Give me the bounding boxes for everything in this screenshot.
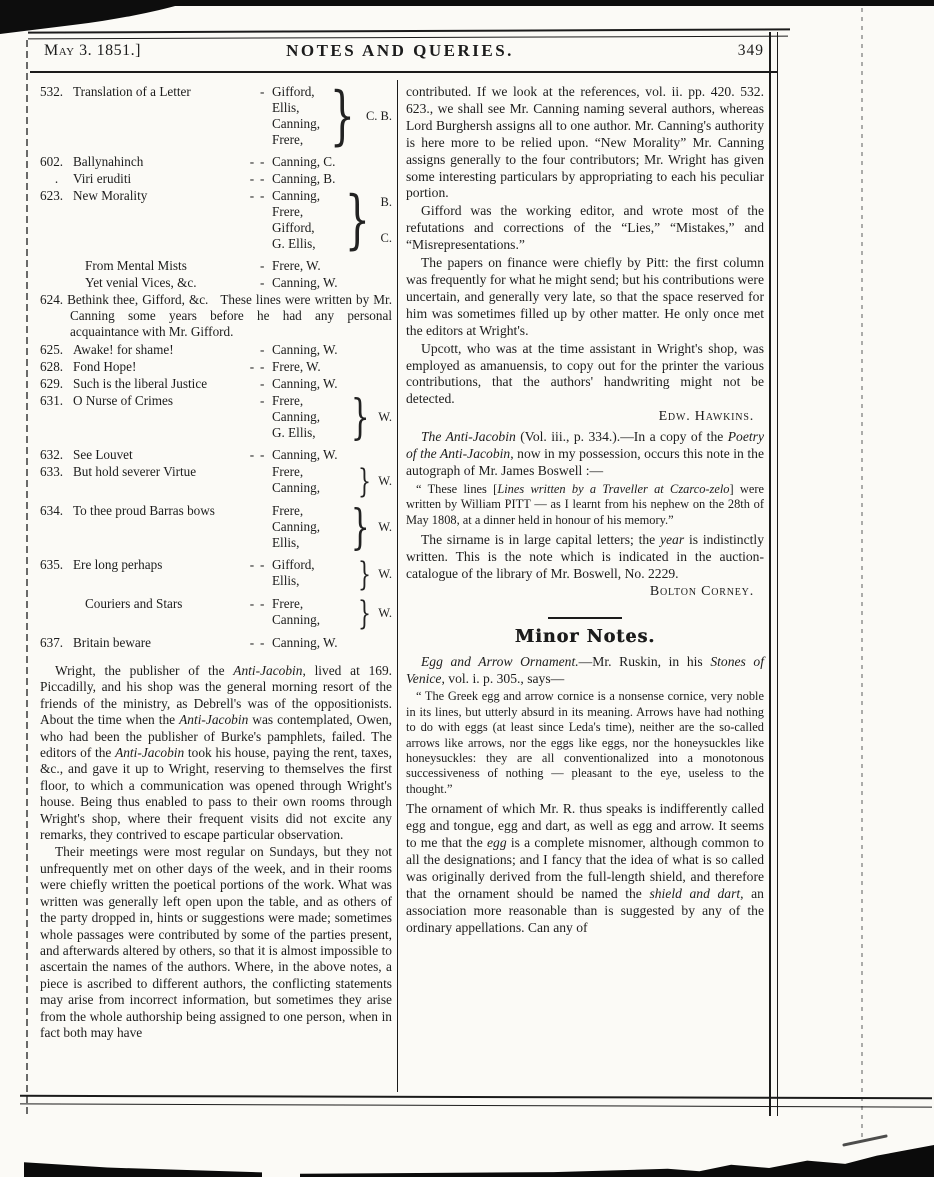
entry-title: Yet venial Vices, &c. <box>85 275 197 290</box>
entry-number: 635. <box>40 557 64 572</box>
leader-dash: - <box>260 275 265 290</box>
author-name: Ellis, <box>272 100 300 115</box>
signature-bolton-corney: Bolton Corney. <box>649 583 754 599</box>
entry-attribution <box>260 359 392 375</box>
entry-names <box>272 84 322 148</box>
author-name: Canning, <box>272 612 320 627</box>
leader-dash: - <box>249 171 255 186</box>
entry-names <box>272 557 354 590</box>
paragraph-anti-jacobin-note: The Anti-Jacobin (Vol. iii., p. 334.).—In a copy of the Poetry of the Anti-Jacobin, now in my possession, occurs this note in the autograph of Mr. James Boswell :— <box>406 429 764 478</box>
attribution-text: Canning, C. <box>272 154 336 169</box>
list-item <box>40 79 392 153</box>
leader-dash: - <box>260 84 265 99</box>
paragraph-contributed: contributed. If we look at the references, vol. ii. pp. 420. 532. 623., we shall see Mr. Canning naming several authors, whereas Lord Burghersh assigns all to one author. Mr. Canning's authority is here more to be relied upon. “New Morality” Mr. Canning assigns generally to the four contributors; Mr. Wright has given some interesting particulars by appropriating to each his peculiar portion. <box>406 84 764 201</box>
scan-bottom-left-shadow <box>24 1156 262 1177</box>
section-heading-minor-notes: Minor Notes. <box>514 626 656 647</box>
brace-glyph: } <box>358 461 372 500</box>
leader-dash: - <box>260 393 265 408</box>
column-divider-rule <box>397 80 398 1092</box>
entry-title: Viri eruditi <box>73 171 132 186</box>
author-name: Ellis, <box>272 535 300 550</box>
attribution-text: Canning, W. <box>272 376 338 391</box>
leader-dash: - <box>260 376 265 391</box>
paragraph-meetings: Their meetings were most regular on Sundays, but they not unfrequently met on other days of the week, and in their rooms were chiefly written the poetical portions of the work. What was written was generally left open upon the table, and as others of the party dropped in, hints or suggestions were made; sometimes whole passages were contributed by some of the parties present, and afterwards altered by others, so that it is almost impossible to ascertain the names of the authors. Where, in the above notes, a piece is ascribed to different authors, the conflicting statements may arise from incorrect information, but sometimes they arise from the whole authorship being assigned to one person, when in fact both may have <box>40 844 392 1040</box>
leader-dash: - <box>260 596 265 611</box>
leader-dash: - <box>249 557 255 572</box>
brace-glyph: } <box>358 593 372 632</box>
entry-title: To thee proud Barras bows <box>73 503 215 518</box>
page-number: 349 <box>737 42 764 59</box>
leader-dash: - <box>249 596 255 611</box>
quote-ruskin: “ The Greek egg and arrow cornice is a nonsense cornice, very noble in its lines, but utterly absurd in its meaning. Arrows have had nothing to do with eggs (at least since Leda's time), neither are the so-called arrows like arrows, nor the eggs like eggs, nor the honeysuckles like honeysuckles: they are all conventionalized into a monotonous successiveness of nothing — pleasant to the eye, useless to the thought.” <box>406 689 764 796</box>
attribution-text: Frere, W. <box>272 359 321 374</box>
list-item <box>40 389 392 445</box>
entry-attribution <box>260 275 392 291</box>
right-column <box>406 84 764 938</box>
entry-attribution <box>260 593 392 632</box>
author-name: Canning, <box>272 480 320 495</box>
entry-attribution <box>260 554 392 593</box>
entry-label: B. C. <box>380 195 392 245</box>
leader-dash: - <box>249 635 255 650</box>
list-item <box>40 258 392 274</box>
entry-attribution <box>260 183 392 257</box>
leader-dash: - <box>260 154 265 169</box>
list-item <box>40 593 392 632</box>
list-item <box>40 461 392 500</box>
entry-number: 634. <box>40 503 64 518</box>
entry-attribution <box>260 342 392 358</box>
list-item <box>40 447 392 463</box>
top-inner-rule <box>28 36 788 40</box>
entry-number: 625. <box>40 342 64 357</box>
top-outer-rule <box>28 28 790 33</box>
author-name: Frere, <box>272 393 304 408</box>
list-item <box>40 183 392 257</box>
paragraph-gifford-editor: Gifford was the working editor, and wrote most of the refutations and corrections of the “Lies,” “Mistakes,” and “Misrepresentations.” <box>406 203 764 253</box>
author-name: Canning, <box>272 409 320 424</box>
leader-dash: - <box>260 258 265 273</box>
entry-title: Ballynahinch <box>73 154 144 169</box>
entry-number: 624. <box>40 292 64 307</box>
entry-number: 633. <box>40 464 64 479</box>
list-item <box>40 171 392 187</box>
entry-attribution <box>260 258 392 274</box>
entry-number: 628. <box>40 359 64 374</box>
paragraph-egg-arrow-intro: Egg and Arrow Ornament.—Mr. Ruskin, in his Stones of Venice, vol. i. p. 305., says— <box>406 653 765 686</box>
entry-title: Bethink thee, Gifford, &c. <box>67 292 209 307</box>
author-name: Gifford, <box>272 84 315 99</box>
author-name: Frere, <box>272 596 304 611</box>
entry-number: 631. <box>40 393 64 408</box>
entry-attribution <box>260 499 392 555</box>
entry-number: 632. <box>40 447 64 462</box>
entry-title: New Morality <box>73 188 148 203</box>
list-item <box>40 359 392 375</box>
entry-attribution <box>260 154 392 170</box>
author-name: Gifford, <box>272 220 315 235</box>
entry-title: Fond Hope! <box>73 359 137 374</box>
entry-attribution <box>260 635 392 651</box>
leader-dash: - <box>249 188 255 203</box>
entry-title: O Nurse of Crimes <box>73 393 173 408</box>
quote-boswell-note: “ These lines [Lines written by a Traveller at Czarco-zelo] were written by William PITT — as I learnt from his nephew on the 28th of May 1808, at a dinner held in honour of his memory.” <box>406 481 764 527</box>
list-item <box>40 275 392 291</box>
entry-attribution <box>260 79 392 153</box>
entry-attribution <box>260 171 392 187</box>
entry-names <box>272 464 354 497</box>
binding-edge-line <box>26 40 28 1118</box>
leader-dash: - <box>260 635 265 650</box>
list-item <box>40 154 392 170</box>
author-name: Frere, <box>272 503 304 518</box>
author-name: Ellis, <box>272 573 300 588</box>
entry-label: W. <box>378 520 392 534</box>
brace-glyph: } <box>358 554 372 593</box>
brace-glyph: } <box>350 389 370 445</box>
entry-title: Such is the liberal Justice <box>73 376 208 391</box>
list-item <box>40 376 392 392</box>
author-name: Frere, <box>272 464 304 479</box>
entry-number: 629. <box>40 376 64 391</box>
list-item <box>40 342 392 358</box>
page-right-border-outer <box>769 32 771 1116</box>
entry-note: These lines were written by Mr. Canning some years before he had any personal acquaintance with Mr. Gifford. <box>70 292 392 339</box>
entry-title: From Mental Mists <box>85 258 187 273</box>
author-name: Frere, <box>272 204 304 219</box>
scan-scratch-mark <box>842 1134 888 1146</box>
entry-title: Couriers and Stars <box>85 596 183 611</box>
attribution-text: Canning, W. <box>272 447 338 462</box>
list-item <box>40 554 392 593</box>
attribution-text: Canning, W. <box>272 635 338 650</box>
entry-attribution <box>260 389 392 445</box>
leader-dash: - <box>260 557 265 572</box>
leader-dash: - <box>260 188 265 203</box>
bottom-rule-inner <box>20 1103 932 1107</box>
entry-attribution <box>260 447 392 463</box>
leader-dash: - <box>260 447 265 462</box>
author-name: Canning, <box>272 188 320 203</box>
paragraph-wright-publisher: Wright, the publisher of the Anti-Jacobin, lived at 169. Piccadilly, and his shop was the general morning resort of the friends of the ministry, as Debrell's was of the oppositionists. About the time when the Anti-Jacobin was contemplated, Owen, who had been the publisher of Burke's pamphlets, failed. The editors of the Anti-Jacobin took his house, paying the rent, taxes, &c., and gave it up to Wright, reserving to themselves the first floor, to which a communication was opened through Wright's house. Being thus enabled to pass to their own rooms through Wright's shop, where their frequent visits did not excite any remarks, they contrived to escape particular observation. <box>40 663 392 843</box>
entry-label: W. <box>378 410 392 424</box>
leader-dash: - <box>260 359 265 374</box>
entry-names <box>272 503 345 551</box>
entry-number: . <box>54 171 59 186</box>
list-item-with-note <box>40 292 392 340</box>
entry-title: Britain beware <box>73 635 151 650</box>
entry-number: 637. <box>40 635 64 650</box>
left-column <box>40 79 392 1042</box>
brace-glyph: } <box>344 183 370 257</box>
leader-dash <box>260 503 272 551</box>
entry-names <box>272 188 337 252</box>
scan-bottom-right-shadow <box>300 1136 934 1177</box>
paragraph-upcott: Upcott, who was at the time assistant in Wright's shop, was employed as amanuensis, to copy out for the printer the various contributions, that the authors' handwriting might not be detected. <box>406 340 764 407</box>
leader-dash: - <box>249 359 255 374</box>
attribution-text: Frere, W. <box>272 258 321 273</box>
entry-number: 602. <box>40 154 64 169</box>
page-right-border-inner <box>777 32 778 1116</box>
adjacent-page-edge-line <box>861 8 863 1138</box>
page-title: NOTES AND QUERIES. <box>286 41 514 60</box>
author-name: Frere, <box>272 132 304 147</box>
leader-dash: - <box>260 342 265 357</box>
section-divider-rule <box>548 617 622 619</box>
leader-dash <box>260 464 272 497</box>
author-name: Gifford, <box>272 557 315 572</box>
issue-date: May 3. 1851.] <box>44 42 141 59</box>
entry-title: See Louvet <box>73 447 133 462</box>
leader-dash: - <box>249 154 255 169</box>
entry-title: But hold severer Virtue <box>73 464 197 479</box>
signature-edw-hawkins: Edw. Hawkins. <box>658 409 754 425</box>
entry-label: W. <box>378 605 392 620</box>
author-name: G. Ellis, <box>272 425 316 440</box>
brace-glyph: } <box>350 499 370 555</box>
leader-dash: - <box>249 447 255 462</box>
paragraph-papers-finance: The papers on finance were chiefly by Pitt: the first column was frequently for what he might send; but his contributions were uncertain, and generally very late, so that the space reserved for him was sometimes filled up by other matter. He only once met the editors at Wright's. <box>406 255 764 338</box>
entry-title: Ere long perhaps <box>73 557 163 572</box>
author-name: Canning, <box>272 519 320 534</box>
entry-label: C. B. <box>365 109 392 123</box>
paragraph-sirname: The sirname is in large capital letters; the year is indistinctly written. This is the note which is indicated in the auction-catalogue of the library of Mr. Boswell, No. 2229. <box>406 532 764 581</box>
list-item <box>40 499 392 555</box>
entry-number: 623. <box>40 188 64 203</box>
attribution-list <box>40 79 392 651</box>
bottom-rule-outer <box>20 1095 932 1099</box>
entry-number: 532. <box>40 84 64 99</box>
entry-title: Awake! for shame! <box>73 342 174 357</box>
entry-attribution <box>260 461 392 500</box>
entry-label: W. <box>378 566 392 581</box>
attribution-text: Canning, W. <box>272 342 338 357</box>
leader-dash: - <box>260 171 265 186</box>
entry-names <box>272 596 354 629</box>
list-item <box>40 635 392 651</box>
brace-glyph: } <box>329 79 356 153</box>
entry-label: W. <box>378 473 392 488</box>
author-name: G. Ellis, <box>272 236 316 251</box>
header-bottom-rule <box>30 71 778 73</box>
attribution-text: Canning, W. <box>272 275 338 290</box>
entry-attribution <box>260 376 392 392</box>
entry-title: Translation of a Letter <box>73 84 191 99</box>
attribution-text: Canning, B. <box>272 171 336 186</box>
paragraph-ornament-discussion: The ornament of which Mr. R. thus speaks is indifferently called egg and tongue, egg and dart, as well as egg and arrow. It seems to me that the egg is a complete misnomer, although common to all the designations; and I fancy that the idea of what is so called was originally derived from the full-length shield, and therefore that the ornament should be named the shield and dart, an association more reasonable than is suggested by any of the ordinary appellations. Can any of <box>406 801 764 935</box>
entry-names <box>272 393 345 441</box>
author-name: Canning, <box>272 116 320 131</box>
